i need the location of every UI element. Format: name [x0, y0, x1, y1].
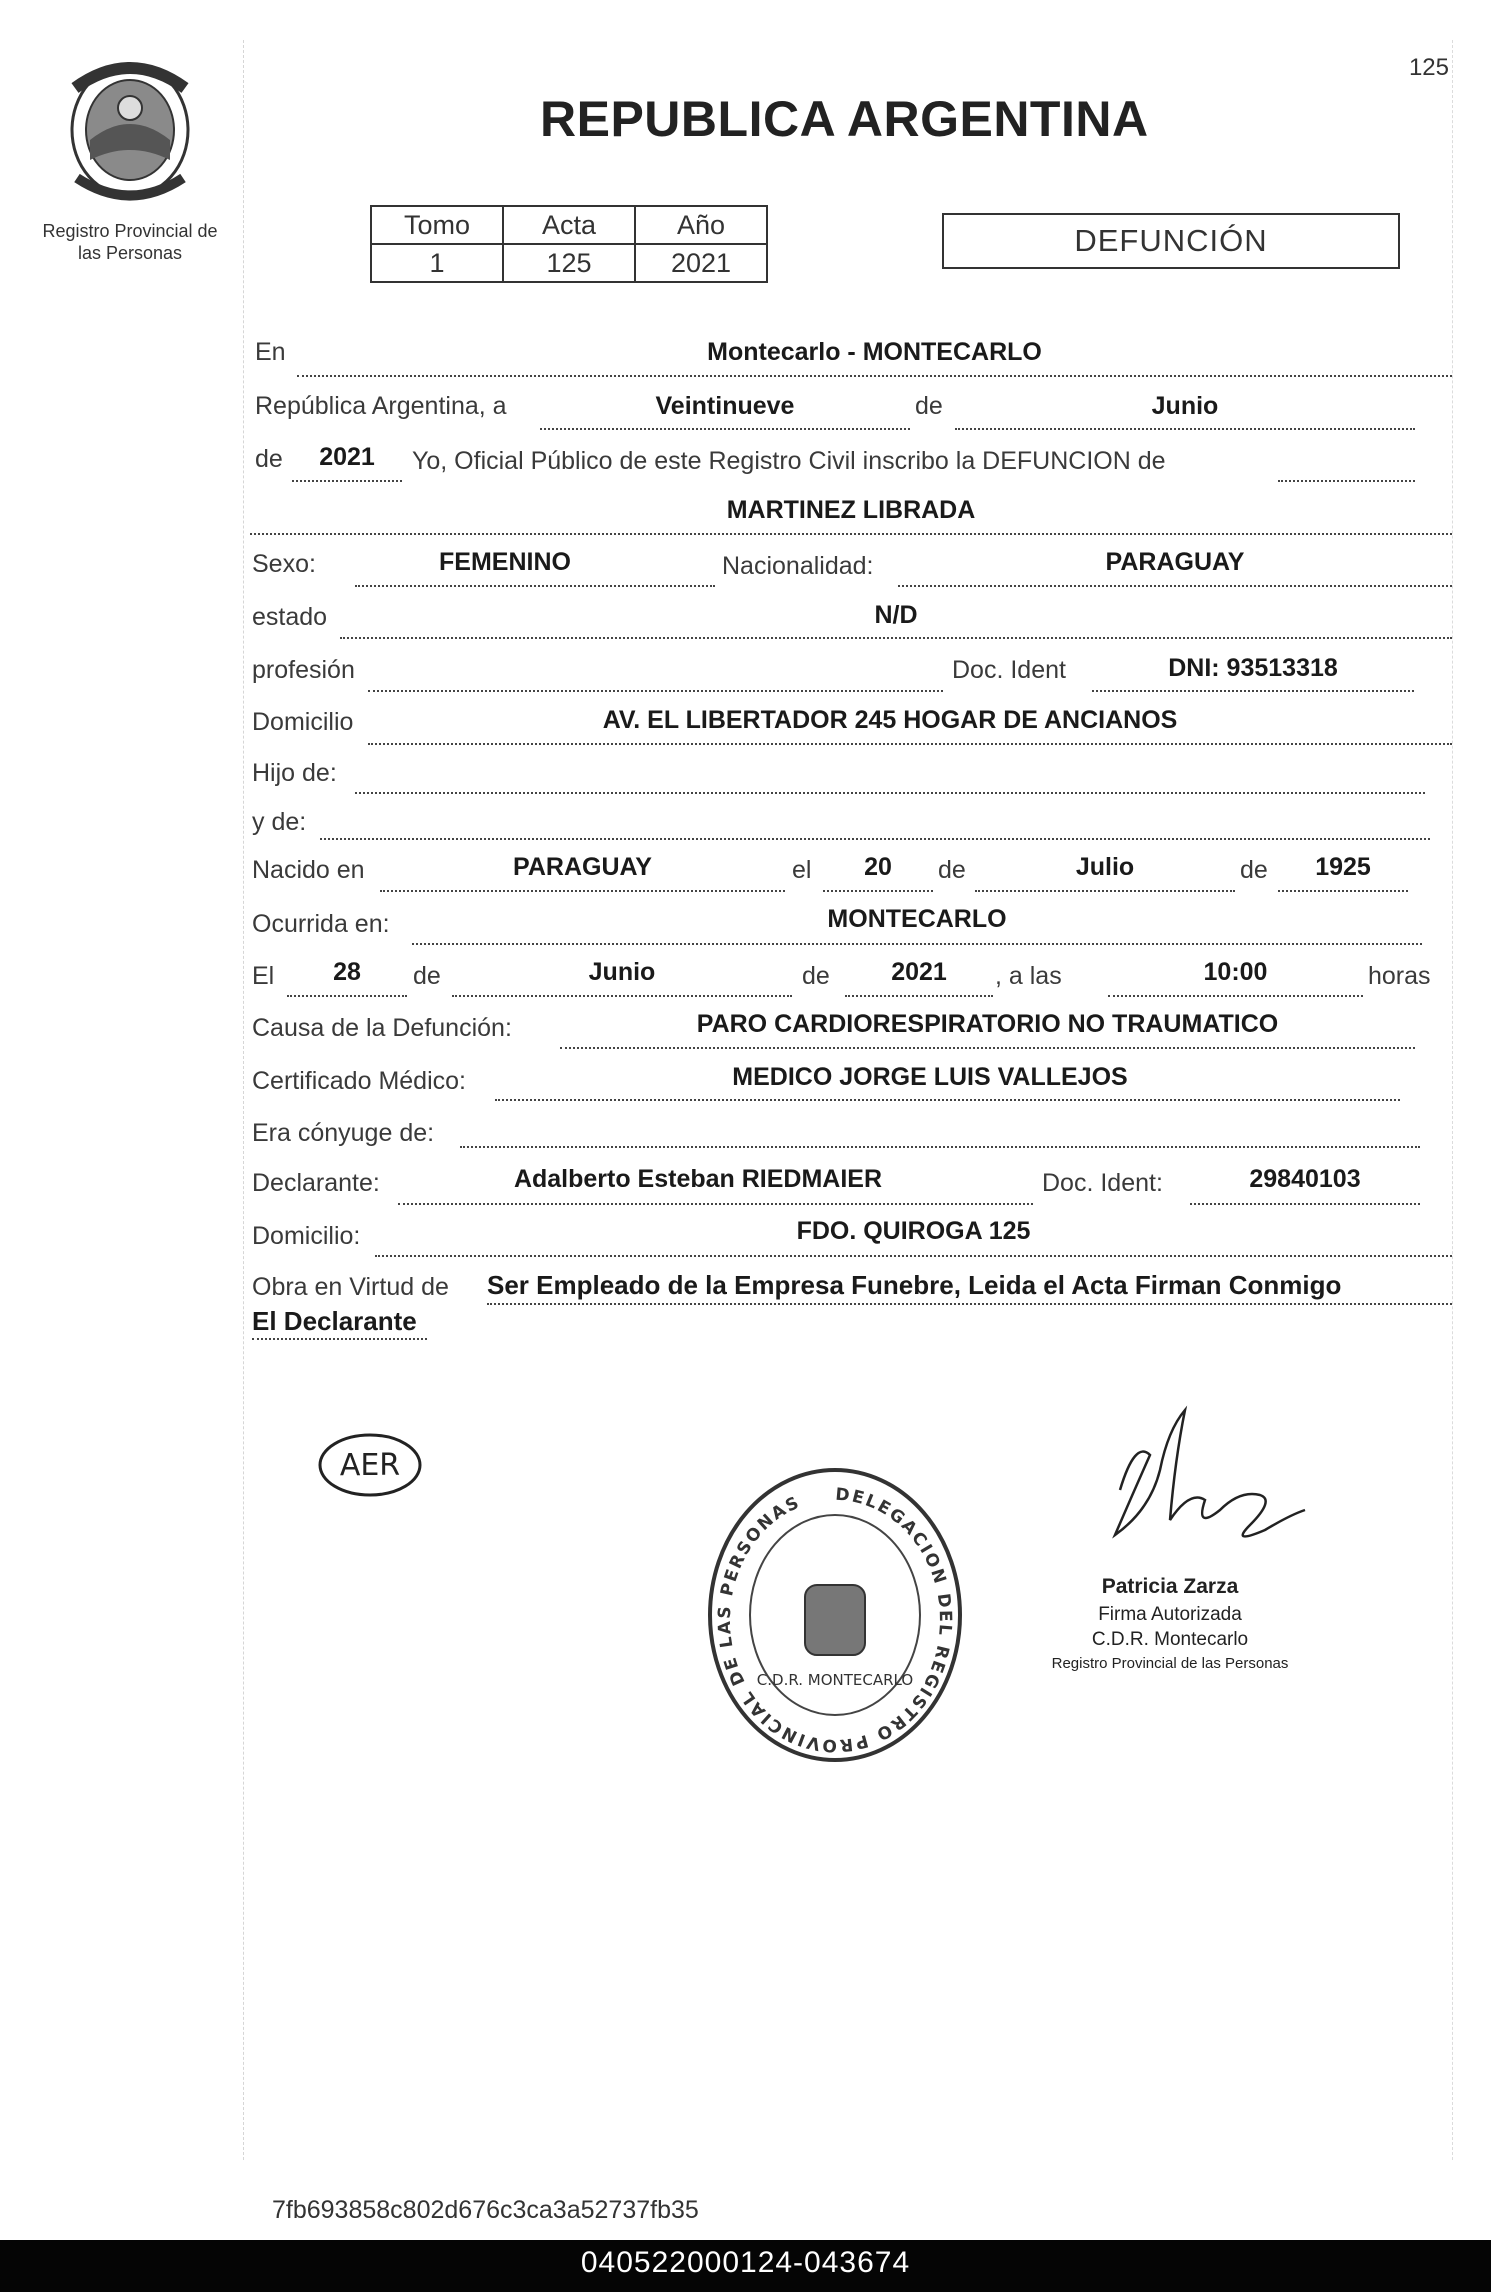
year-value: 2021	[319, 443, 375, 471]
page-number: 125	[1408, 54, 1449, 81]
estado-value: N/D	[874, 601, 918, 629]
nacionalidad-value: PARAGUAY	[1105, 548, 1245, 576]
profesion-label: profesión	[252, 656, 355, 684]
page-title: REPUBLICA ARGENTINA	[540, 91, 1149, 147]
dotted-line	[1278, 480, 1415, 482]
death-time-value: 10:00	[1203, 958, 1268, 986]
dotted-line	[1190, 1203, 1420, 1205]
dotted-line	[250, 533, 1452, 535]
dotted-line	[487, 1303, 1452, 1305]
month-value: Junio	[1151, 392, 1219, 420]
dotted-line	[320, 838, 1430, 840]
signer-role: Firma Autorizada	[1098, 1604, 1242, 1625]
registry-label-line2: las Personas	[77, 243, 183, 263]
statement-text: Yo, Oficial Público de este Registro Civil inscribo la DEFUNCION de	[412, 447, 1166, 475]
estado-label: estado	[252, 603, 328, 631]
dotted-line	[375, 1255, 1452, 1257]
dotted-line	[560, 1047, 1415, 1049]
alas-label: , a las	[995, 962, 1062, 990]
registry-label-line1: Registro Provincial de	[42, 221, 218, 241]
header-acta: Acta	[503, 206, 635, 244]
dotted-line	[287, 995, 407, 997]
declarante-label: Declarante:	[252, 1169, 380, 1197]
header-tomo: Tomo	[371, 206, 503, 244]
dotted-line	[368, 743, 1452, 745]
right-margin-line	[1452, 40, 1453, 2160]
causa-value: PARO CARDIORESPIRATORIO NO TRAUMATICO	[696, 1010, 1279, 1038]
handwritten-signature	[1090, 1400, 1320, 1580]
dotted-line	[955, 428, 1415, 430]
death-month-value: Junio	[588, 958, 656, 986]
seal-ring-text: DELEGACION DEL REGISTRO PROVINCIAL DE LAS PERSONAS	[714, 1484, 956, 1756]
dotted-line	[340, 637, 1452, 639]
conyuge-label: Era cónyuge de:	[252, 1119, 435, 1147]
ocurrida-label: Ocurrida en:	[252, 910, 390, 938]
birth-month-value: Julio	[1075, 853, 1135, 881]
certificado-label: Certificado Médico:	[252, 1067, 466, 1095]
birth-year-value: 1925	[1315, 853, 1371, 881]
day-value: Veintinueve	[655, 392, 795, 420]
dotted-line	[355, 792, 1425, 794]
republica-label: República Argentina, a	[255, 392, 507, 420]
death-de-label-2: de	[802, 962, 830, 990]
el-label: el	[792, 856, 812, 884]
decl-doc-value: 29840103	[1249, 1165, 1361, 1193]
decl-domicilio-value: FDO. QUIROGA 125	[796, 1217, 1031, 1245]
value-acta: 125	[503, 244, 635, 282]
doc-ident-value: DNI: 93513318	[1168, 654, 1338, 682]
causa-label: Causa de la Defunción:	[252, 1014, 512, 1042]
el2-label: El	[252, 962, 275, 990]
deceased-name: MARTINEZ LIBRADA	[726, 496, 976, 524]
sexo-label: Sexo:	[252, 550, 316, 578]
birth-de-label-2: de	[1240, 856, 1268, 884]
province-emblem	[55, 48, 205, 208]
yde-label: y de:	[252, 808, 307, 836]
dotted-line	[252, 1338, 427, 1340]
footer-code: 040522000124-043674	[580, 2246, 911, 2279]
dotted-line	[898, 585, 1452, 587]
dotted-line	[380, 890, 785, 892]
nacido-label: Nacido en	[252, 856, 365, 884]
birth-de-label-1: de	[938, 856, 966, 884]
value-tomo: 1	[371, 244, 503, 282]
value-anio: 2021	[635, 244, 767, 282]
dotted-line	[495, 1099, 1400, 1101]
horas-label: horas	[1368, 962, 1431, 990]
hijo-label: Hijo de:	[252, 759, 337, 787]
registry-label	[20, 220, 240, 264]
initials-mark	[310, 1425, 430, 1505]
dotted-line	[460, 1146, 1420, 1148]
obra-line2: El Declarante	[252, 1306, 417, 1336]
death-year-value: 2021	[891, 958, 947, 986]
en-label: En	[255, 338, 286, 366]
left-margin-line	[243, 40, 244, 2160]
dotted-line	[412, 943, 1422, 945]
decl-doc-label: Doc. Ident:	[1042, 1169, 1163, 1197]
obra-label: Obra en Virtud de	[252, 1273, 449, 1301]
dotted-line	[297, 375, 1452, 377]
nacionalidad-label: Nacionalidad:	[722, 552, 874, 580]
dotted-line	[398, 1203, 1033, 1205]
dotted-line	[540, 428, 910, 430]
sexo-value: FEMENINO	[439, 548, 571, 576]
birth-day-value: 20	[864, 853, 892, 881]
registry-seal	[700, 1460, 970, 1770]
signer-registry: Registro Provincial de las Personas	[1051, 1655, 1289, 1672]
dotted-line	[975, 890, 1235, 892]
obra-line1: Ser Empleado de la Empresa Funebre, Leida el Acta Firman Conmigo	[487, 1270, 1342, 1300]
ocurrida-value: MONTECARLO	[827, 905, 1007, 933]
domicilio-label: Domicilio	[252, 708, 354, 736]
death-day-value: 28	[333, 958, 361, 986]
dotted-line	[845, 995, 993, 997]
nacido-value: PARAGUAY	[513, 853, 652, 881]
dotted-line	[368, 690, 943, 692]
document-hash: 7fb693858c802d676c3ca3a52737fb35	[272, 2196, 699, 2224]
death-de-label-1: de	[413, 962, 441, 990]
declarante-value: Adalberto Esteban RIEDMAIER	[513, 1165, 883, 1193]
dotted-line	[355, 585, 715, 587]
doc-ident-label: Doc. Ident	[952, 656, 1066, 684]
header-anio: Año	[635, 206, 767, 244]
place-value: Montecarlo - MONTECARLO	[707, 338, 1042, 366]
signer-name: Patricia Zarza	[1101, 1575, 1239, 1598]
de-label: de	[915, 392, 943, 420]
seal-inner-text: C.D.R. MONTECARLO	[756, 1671, 914, 1689]
domicilio-value: AV. EL LIBERTADOR 245 HOGAR DE ANCIANOS	[602, 706, 1178, 734]
dotted-line	[1092, 690, 1414, 692]
signer-office: C.D.R. Montecarlo	[1091, 1629, 1249, 1650]
document-type-box: DEFUNCIÓN	[942, 213, 1400, 269]
dotted-line	[1108, 995, 1363, 997]
initials-text: AER	[339, 1448, 401, 1483]
dotted-line	[1278, 890, 1408, 892]
de-label-2: de	[255, 445, 283, 473]
decl-domicilio-label: Domicilio:	[252, 1222, 361, 1250]
certificado-value: MEDICO JORGE LUIS VALLEJOS	[732, 1063, 1128, 1091]
dotted-line	[823, 890, 933, 892]
dotted-line	[292, 480, 402, 482]
record-id-table	[370, 205, 768, 283]
dotted-line	[452, 995, 792, 997]
